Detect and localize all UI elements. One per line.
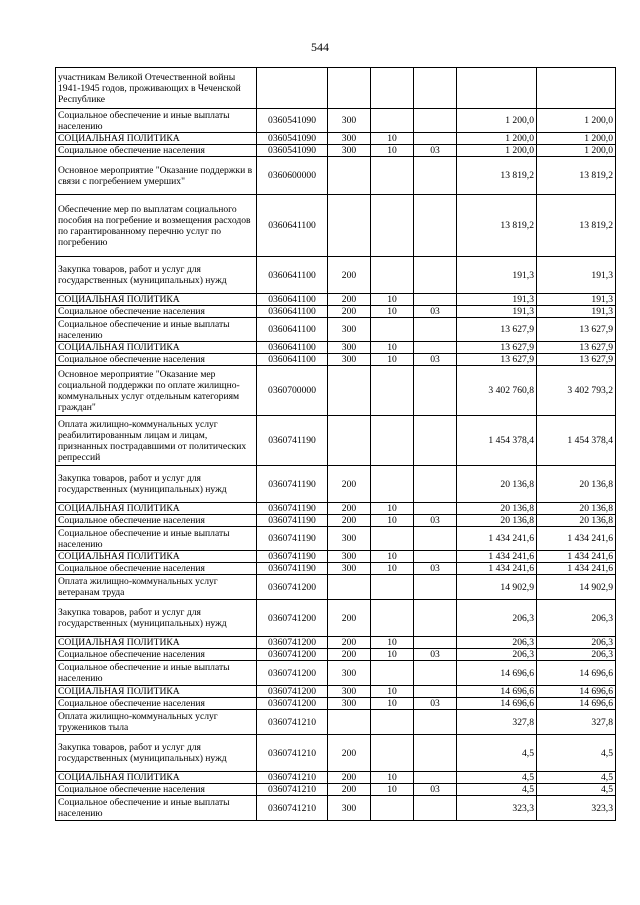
expenditure-name-cell: Обеспечение мер по выплатам социального пособия на погребение и возмещения расходов по гарантированному перечню услуг по погребению <box>56 195 257 257</box>
table-row <box>56 342 616 354</box>
section-cell <box>371 735 414 772</box>
expense-type-cell: 300 <box>328 661 371 686</box>
amount-year1-cell: 191,3 <box>457 306 537 318</box>
section-cell <box>371 195 414 257</box>
section-cell: 10 <box>371 354 414 366</box>
subsection-cell <box>414 575 457 600</box>
subsection-cell: 03 <box>414 354 457 366</box>
section-cell: 10 <box>371 772 414 784</box>
amount-year1-cell: 1 200,0 <box>457 145 537 157</box>
expenditure-name-cell: Социальное обеспечение населения <box>56 649 257 661</box>
expenditure-name-cell: Социальное обеспечение населения <box>56 145 257 157</box>
expense-type-cell: 300 <box>328 527 371 551</box>
target-article-cell: 0360741200 <box>257 649 328 661</box>
amount-year1-cell: 1 434 241,6 <box>457 527 537 551</box>
section-cell <box>371 366 414 416</box>
table-row <box>56 133 616 145</box>
subsection-cell: 03 <box>414 515 457 527</box>
subsection-cell <box>414 527 457 551</box>
amount-year2-cell: 4,5 <box>537 784 616 796</box>
section-cell: 10 <box>371 563 414 575</box>
amount-year1-cell: 13 819,2 <box>457 157 537 195</box>
subsection-cell <box>414 637 457 649</box>
section-cell <box>371 416 414 466</box>
expenditure-name-cell: Оплата жилищно-коммунальных услуг ветеранам труда <box>56 575 257 600</box>
subsection-cell <box>414 600 457 637</box>
target-article-cell: 0360741210 <box>257 796 328 821</box>
expenditure-name-cell: Социальное обеспечение населения <box>56 515 257 527</box>
subsection-cell <box>414 796 457 821</box>
section-cell: 10 <box>371 342 414 354</box>
expenditure-name-cell: СОЦИАЛЬНАЯ ПОЛИТИКА <box>56 551 257 563</box>
target-article-cell: 0360741200 <box>257 600 328 637</box>
table-row <box>56 649 616 661</box>
expense-type-cell <box>328 710 371 735</box>
expenditure-name-cell: СОЦИАЛЬНАЯ ПОЛИТИКА <box>56 772 257 784</box>
budget-table-body <box>56 68 616 821</box>
section-cell <box>371 257 414 294</box>
table-row <box>56 772 616 784</box>
expense-type-cell: 200 <box>328 784 371 796</box>
table-row <box>56 109 616 133</box>
section-cell <box>371 157 414 195</box>
target-article-cell: 0360641100 <box>257 257 328 294</box>
expense-type-cell: 200 <box>328 306 371 318</box>
table-row <box>56 735 616 772</box>
expense-type-cell <box>328 68 371 109</box>
amount-year2-cell: 206,3 <box>537 637 616 649</box>
amount-year1-cell: 3 402 760,8 <box>457 366 537 416</box>
expenditure-name-cell: Социальное обеспечение населения <box>56 563 257 575</box>
amount-year2-cell: 206,3 <box>537 600 616 637</box>
expense-type-cell <box>328 575 371 600</box>
amount-year2-cell: 206,3 <box>537 649 616 661</box>
subsection-cell <box>414 318 457 342</box>
expense-type-cell <box>328 157 371 195</box>
amount-year1-cell: 1 434 241,6 <box>457 563 537 575</box>
target-article-cell: 0360600000 <box>257 157 328 195</box>
expense-type-cell: 300 <box>328 686 371 698</box>
expense-type-cell: 200 <box>328 649 371 661</box>
subsection-cell <box>414 416 457 466</box>
amount-year2-cell: 13 819,2 <box>537 195 616 257</box>
target-article-cell: 0360741190 <box>257 503 328 515</box>
amount-year1-cell: 14 696,6 <box>457 698 537 710</box>
amount-year2-cell: 191,3 <box>537 294 616 306</box>
amount-year1-cell: 20 136,8 <box>457 466 537 503</box>
subsection-cell: 03 <box>414 784 457 796</box>
section-cell <box>371 109 414 133</box>
table-row <box>56 784 616 796</box>
section-cell: 10 <box>371 145 414 157</box>
table-row <box>56 661 616 686</box>
expense-type-cell: 300 <box>328 342 371 354</box>
amount-year2-cell: 4,5 <box>537 735 616 772</box>
expenditure-name-cell: СОЦИАЛЬНАЯ ПОЛИТИКА <box>56 342 257 354</box>
section-cell <box>371 318 414 342</box>
amount-year2-cell <box>537 68 616 109</box>
target-article-cell: 0360741200 <box>257 698 328 710</box>
table-row <box>56 796 616 821</box>
target-article-cell: 0360741210 <box>257 784 328 796</box>
expenditure-name-cell: Социальное обеспечение и иные выплаты населению <box>56 661 257 686</box>
expense-type-cell: 200 <box>328 637 371 649</box>
amount-year1-cell: 206,3 <box>457 637 537 649</box>
expense-type-cell: 200 <box>328 257 371 294</box>
expense-type-cell: 200 <box>328 735 371 772</box>
amount-year2-cell: 191,3 <box>537 257 616 294</box>
target-article-cell: 0360741190 <box>257 563 328 575</box>
table-row <box>56 257 616 294</box>
subsection-cell <box>414 109 457 133</box>
amount-year1-cell: 4,5 <box>457 772 537 784</box>
expense-type-cell: 300 <box>328 318 371 342</box>
amount-year1-cell: 1 454 378,4 <box>457 416 537 466</box>
section-cell <box>371 527 414 551</box>
expense-type-cell: 300 <box>328 145 371 157</box>
amount-year2-cell: 4,5 <box>537 772 616 784</box>
amount-year1-cell: 13 627,9 <box>457 318 537 342</box>
subsection-cell: 03 <box>414 563 457 575</box>
amount-year2-cell: 1 434 241,6 <box>537 551 616 563</box>
amount-year1-cell: 14 696,6 <box>457 661 537 686</box>
table-row <box>56 195 616 257</box>
budget-table <box>55 67 616 821</box>
expenditure-name-cell: Закупка товаров, работ и услуг для государственных (муниципальных) нужд <box>56 257 257 294</box>
target-article-cell: 0360741200 <box>257 686 328 698</box>
subsection-cell <box>414 466 457 503</box>
target-article-cell: 0360741210 <box>257 772 328 784</box>
section-cell: 10 <box>371 698 414 710</box>
amount-year2-cell: 14 696,6 <box>537 698 616 710</box>
page-number: 544 <box>311 40 329 54</box>
expenditure-name-cell: Социальное обеспечение и иные выплаты населению <box>56 318 257 342</box>
amount-year1-cell: 14 696,6 <box>457 686 537 698</box>
amount-year1-cell: 13 819,2 <box>457 195 537 257</box>
target-article-cell: 0360741210 <box>257 710 328 735</box>
expense-type-cell: 200 <box>328 294 371 306</box>
target-article-cell: 0360741200 <box>257 661 328 686</box>
target-article-cell: 0360741200 <box>257 575 328 600</box>
target-article-cell: 0360641100 <box>257 354 328 366</box>
subsection-cell: 03 <box>414 698 457 710</box>
amount-year1-cell: 20 136,8 <box>457 515 537 527</box>
amount-year1-cell: 4,5 <box>457 735 537 772</box>
section-cell: 10 <box>371 686 414 698</box>
table-row <box>56 637 616 649</box>
expenditure-name-cell: Социальное обеспечение населения <box>56 354 257 366</box>
table-row <box>56 515 616 527</box>
section-cell: 10 <box>371 294 414 306</box>
subsection-cell <box>414 735 457 772</box>
subsection-cell: 03 <box>414 306 457 318</box>
section-cell: 10 <box>371 637 414 649</box>
expenditure-name-cell: СОЦИАЛЬНАЯ ПОЛИТИКА <box>56 637 257 649</box>
expense-type-cell: 200 <box>328 466 371 503</box>
subsection-cell <box>414 686 457 698</box>
expense-type-cell: 300 <box>328 133 371 145</box>
section-cell <box>371 575 414 600</box>
expense-type-cell: 200 <box>328 503 371 515</box>
expenditure-name-cell: Социальное обеспечение населения <box>56 784 257 796</box>
section-cell <box>371 466 414 503</box>
target-article-cell: 0360641100 <box>257 294 328 306</box>
amount-year2-cell: 3 402 793,2 <box>537 366 616 416</box>
expense-type-cell: 200 <box>328 515 371 527</box>
subsection-cell <box>414 157 457 195</box>
section-cell: 10 <box>371 649 414 661</box>
amount-year1-cell <box>457 68 537 109</box>
expense-type-cell <box>328 416 371 466</box>
expense-type-cell: 300 <box>328 563 371 575</box>
subsection-cell <box>414 772 457 784</box>
section-cell <box>371 68 414 109</box>
subsection-cell: 03 <box>414 649 457 661</box>
amount-year1-cell: 323,3 <box>457 796 537 821</box>
target-article-cell: 0360641100 <box>257 306 328 318</box>
amount-year2-cell: 20 136,8 <box>537 503 616 515</box>
amount-year2-cell: 14 902,9 <box>537 575 616 600</box>
section-cell <box>371 661 414 686</box>
amount-year1-cell: 191,3 <box>457 294 537 306</box>
target-article-cell: 0360641100 <box>257 342 328 354</box>
table-row <box>56 503 616 515</box>
expenditure-name-cell: Социальное обеспечение и иные выплаты населению <box>56 527 257 551</box>
subsection-cell <box>414 366 457 416</box>
table-row <box>56 366 616 416</box>
table-row <box>56 466 616 503</box>
table-row <box>56 600 616 637</box>
amount-year1-cell: 191,3 <box>457 257 537 294</box>
table-row <box>56 563 616 575</box>
subsection-cell <box>414 257 457 294</box>
subsection-cell <box>414 342 457 354</box>
expense-type-cell: 200 <box>328 600 371 637</box>
table-row <box>56 575 616 600</box>
section-cell <box>371 600 414 637</box>
target-article-cell: 0360541090 <box>257 145 328 157</box>
amount-year1-cell: 13 627,9 <box>457 342 537 354</box>
amount-year1-cell: 14 902,9 <box>457 575 537 600</box>
target-article-cell: 0360741190 <box>257 466 328 503</box>
expense-type-cell: 300 <box>328 109 371 133</box>
amount-year2-cell: 327,8 <box>537 710 616 735</box>
subsection-cell <box>414 133 457 145</box>
section-cell <box>371 710 414 735</box>
target-article-cell: 0360700000 <box>257 366 328 416</box>
amount-year1-cell: 4,5 <box>457 784 537 796</box>
expenditure-name-cell: СОЦИАЛЬНАЯ ПОЛИТИКА <box>56 503 257 515</box>
amount-year2-cell: 1 454 378,4 <box>537 416 616 466</box>
subsection-cell <box>414 68 457 109</box>
amount-year2-cell: 1 434 241,6 <box>537 527 616 551</box>
section-cell: 10 <box>371 551 414 563</box>
amount-year1-cell: 1 200,0 <box>457 133 537 145</box>
table-row <box>56 686 616 698</box>
expense-type-cell <box>328 195 371 257</box>
amount-year2-cell: 323,3 <box>537 796 616 821</box>
table-row <box>56 306 616 318</box>
subsection-cell <box>414 551 457 563</box>
table-row <box>56 354 616 366</box>
section-cell: 10 <box>371 784 414 796</box>
expenditure-name-cell: СОЦИАЛЬНАЯ ПОЛИТИКА <box>56 133 257 145</box>
subsection-cell <box>414 503 457 515</box>
amount-year2-cell: 1 200,0 <box>537 145 616 157</box>
amount-year2-cell: 13 627,9 <box>537 354 616 366</box>
amount-year1-cell: 1 200,0 <box>457 109 537 133</box>
table-row <box>56 698 616 710</box>
amount-year2-cell: 13 627,9 <box>537 318 616 342</box>
amount-year2-cell: 191,3 <box>537 306 616 318</box>
target-article-cell: 0360741200 <box>257 637 328 649</box>
table-row <box>56 416 616 466</box>
expenditure-name-cell: Закупка товаров, работ и услуг для государственных (муниципальных) нужд <box>56 466 257 503</box>
target-article-cell: 0360741190 <box>257 416 328 466</box>
table-row <box>56 551 616 563</box>
target-article-cell: 0360541090 <box>257 109 328 133</box>
expenditure-name-cell: Закупка товаров, работ и услуг для государственных (муниципальных) нужд <box>56 735 257 772</box>
expense-type-cell <box>328 366 371 416</box>
amount-year2-cell: 20 136,8 <box>537 515 616 527</box>
expense-type-cell: 200 <box>328 772 371 784</box>
table-row <box>56 527 616 551</box>
expenditure-name-cell: СОЦИАЛЬНАЯ ПОЛИТИКА <box>56 294 257 306</box>
expenditure-name-cell: Основное мероприятие "Оказание мер социальной поддержки по оплате жилищно-коммунальных услуг отдельным категориям граждан" <box>56 366 257 416</box>
amount-year2-cell: 20 136,8 <box>537 466 616 503</box>
expenditure-name-cell: Социальное обеспечение и иные выплаты населению <box>56 109 257 133</box>
table-row <box>56 68 616 109</box>
subsection-cell <box>414 195 457 257</box>
amount-year1-cell: 20 136,8 <box>457 503 537 515</box>
table-row <box>56 294 616 306</box>
expense-type-cell: 300 <box>328 354 371 366</box>
table-row <box>56 710 616 735</box>
section-cell: 10 <box>371 515 414 527</box>
section-cell: 10 <box>371 133 414 145</box>
expenditure-name-cell: Оплата жилищно-коммунальных услуг реабилитированным лицам и лицам, признанных пострадавшими от политических репрессий <box>56 416 257 466</box>
expenditure-name-cell: Закупка товаров, работ и услуг для государственных (муниципальных) нужд <box>56 600 257 637</box>
amount-year2-cell: 13 627,9 <box>537 342 616 354</box>
target-article-cell: 0360641100 <box>257 195 328 257</box>
amount-year2-cell: 1 434 241,6 <box>537 563 616 575</box>
expense-type-cell: 300 <box>328 698 371 710</box>
subsection-cell: 03 <box>414 145 457 157</box>
table-row <box>56 145 616 157</box>
expenditure-name-cell: Социальное обеспечение населения <box>56 306 257 318</box>
amount-year1-cell: 206,3 <box>457 649 537 661</box>
amount-year2-cell: 14 696,6 <box>537 661 616 686</box>
subsection-cell <box>414 661 457 686</box>
expenditure-name-cell: СОЦИАЛЬНАЯ ПОЛИТИКА <box>56 686 257 698</box>
expenditure-name-cell: Социальное обеспечение и иные выплаты населению <box>56 796 257 821</box>
amount-year2-cell: 14 696,6 <box>537 686 616 698</box>
target-article-cell: 0360741190 <box>257 515 328 527</box>
amount-year2-cell: 1 200,0 <box>537 109 616 133</box>
subsection-cell <box>414 294 457 306</box>
expenditure-name-cell: участникам Великой Отечественной войны 1941-1945 годов, проживающих в Чеченской Республике <box>56 68 257 109</box>
target-article-cell: 0360741190 <box>257 551 328 563</box>
expenditure-name-cell: Оплата жилищно-коммунальных услуг тружеников тыла <box>56 710 257 735</box>
table-row <box>56 157 616 195</box>
expense-type-cell: 300 <box>328 796 371 821</box>
amount-year1-cell: 327,8 <box>457 710 537 735</box>
amount-year2-cell: 1 200,0 <box>537 133 616 145</box>
amount-year1-cell: 206,3 <box>457 600 537 637</box>
table-row <box>56 318 616 342</box>
target-article-cell: 0360641100 <box>257 318 328 342</box>
subsection-cell <box>414 710 457 735</box>
amount-year1-cell: 13 627,9 <box>457 354 537 366</box>
target-article-cell: 0360741210 <box>257 735 328 772</box>
expenditure-name-cell: Основное мероприятие "Оказание поддержки в связи с погребением умерших" <box>56 157 257 195</box>
target-article-cell: 0360741190 <box>257 527 328 551</box>
section-cell: 10 <box>371 503 414 515</box>
section-cell: 10 <box>371 306 414 318</box>
section-cell <box>371 796 414 821</box>
target-article-cell <box>257 68 328 109</box>
amount-year2-cell: 13 819,2 <box>537 157 616 195</box>
expenditure-name-cell: Социальное обеспечение населения <box>56 698 257 710</box>
expense-type-cell: 300 <box>328 551 371 563</box>
target-article-cell: 0360541090 <box>257 133 328 145</box>
amount-year1-cell: 1 434 241,6 <box>457 551 537 563</box>
